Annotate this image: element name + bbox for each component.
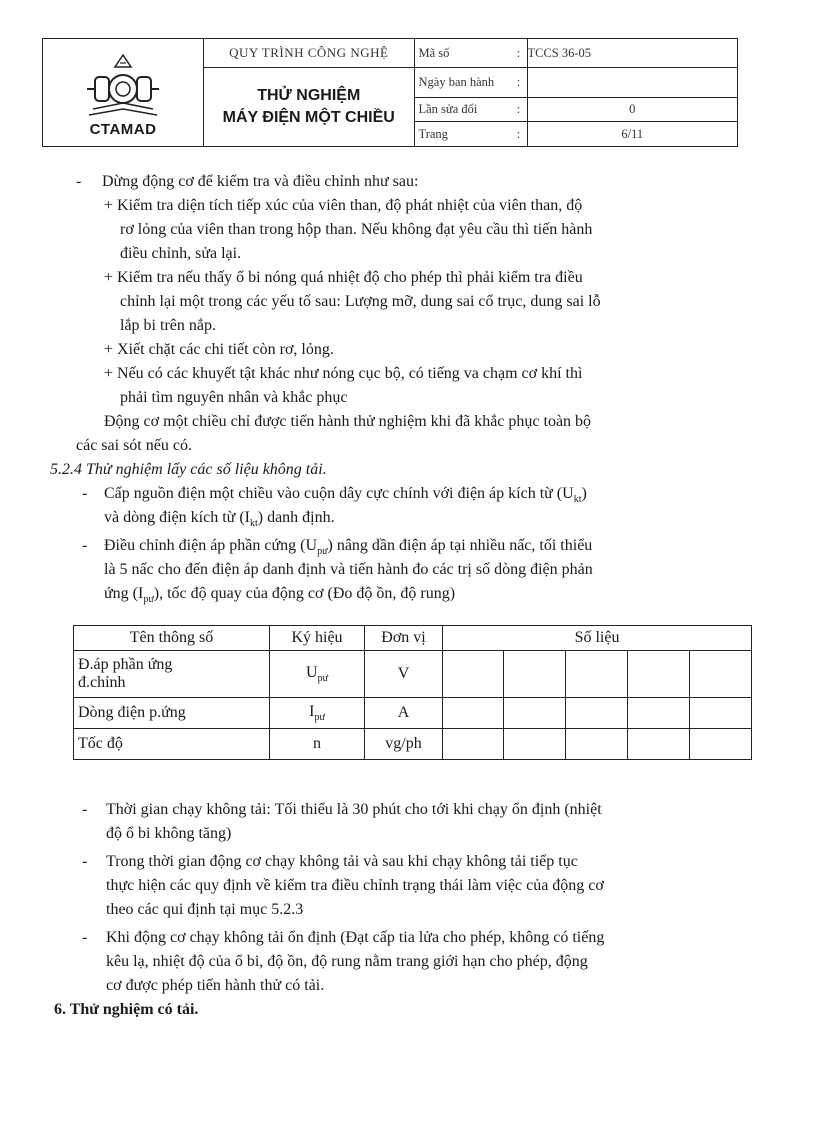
bullet-line <box>104 584 455 610</box>
bullet-line: Thời gian chạy không tải: Tối thiểu là 30 phút cho tới khi chạy ổn định (nhiệt <box>106 801 602 818</box>
meta-sep: : <box>511 39 528 68</box>
bullet-dash: - <box>82 537 88 554</box>
text-run: ) danh định. <box>257 509 335 526</box>
text-run: Điều chỉnh điện áp phần cứng (U <box>104 537 318 554</box>
document-header <box>42 38 738 147</box>
bullet-dash: - <box>76 173 82 190</box>
no-load-data-table <box>73 625 752 760</box>
table-row <box>74 698 752 729</box>
symbol: I <box>309 702 315 720</box>
subscript: pư <box>314 712 325 724</box>
param-name: Tốc độ <box>74 729 270 760</box>
logo-block <box>43 39 204 147</box>
meta-value <box>527 68 738 97</box>
title-line: MÁY ĐIỆN MỘT CHIỀU <box>222 109 395 127</box>
intro-text: Dừng động cơ để kiểm tra và điều chỉnh như sau: <box>102 173 419 190</box>
check-item-line: + Kiểm tra nếu thấy ổ bi nóng quá nhiệt độ cho phép thì phải kiểm tra điều <box>104 269 583 286</box>
data-cell[interactable] <box>443 651 504 698</box>
bullet-line: Khi động cơ chạy không tải ổn định (Đạt cấp tia lửa cho phép, không có tiếng <box>106 929 605 946</box>
bullet-line: độ ổ bi không tăng) <box>106 825 232 842</box>
param-symbol <box>270 651 365 698</box>
bullet-line: là 5 nấc cho đến điện áp danh định và tiến hành đo các trị số dòng điện phản <box>104 561 593 578</box>
bullet-dash: - <box>82 801 88 818</box>
column-header: Tên thông số <box>74 626 270 651</box>
param-name: Dòng điện p.ứng <box>74 698 270 729</box>
meta-label: Mã số <box>414 39 511 68</box>
text-run: và dòng điện kích từ (I <box>104 509 250 526</box>
bullet-dash: - <box>82 853 88 870</box>
subscript: pư <box>317 673 328 685</box>
bullet-line <box>104 508 335 534</box>
section-heading: 6. Thử nghiệm có tải. <box>54 1001 199 1018</box>
section-heading: 5.2.4 Thử nghiệm lấy các số liệu không tải. <box>50 461 327 478</box>
param-unit: V <box>365 651 443 698</box>
subscript: kt <box>573 494 582 506</box>
bullet-line: thực hiện các quy định về kiểm tra điều chỉnh trạng thái làm việc của động cơ <box>106 877 604 894</box>
data-cell[interactable] <box>504 698 566 729</box>
subscript: pư <box>317 546 328 558</box>
column-header: Ký hiệu <box>270 626 365 651</box>
data-cell[interactable] <box>443 729 504 760</box>
meta-value: 6/11 <box>527 122 738 147</box>
meta-sep: : <box>511 68 528 97</box>
paragraph-line: các sai sót nếu có. <box>76 437 192 454</box>
company-name: CTAMAD <box>89 121 157 138</box>
paragraph-line: Động cơ một chiều chỉ được tiến hành thử nghiệm khi đã khắc phục toàn bộ <box>104 413 592 430</box>
check-item-line: + Nếu có các khuyết tật khác như nóng cục bộ, có tiếng va chạm cơ khí thì <box>104 365 583 382</box>
param-symbol: n <box>270 729 365 760</box>
procedure-label: QUY TRÌNH CÔNG NGHỆ <box>204 39 415 68</box>
check-item-line: phải tìm nguyên nhân và khắc phục <box>120 389 348 406</box>
text-run: ) <box>581 485 587 502</box>
text-run: Cấp nguồn điện một chiều vào cuộn dây cực chính với điện áp kích từ (U <box>104 485 574 502</box>
title-line: THỬ NGHIỆM <box>257 87 361 105</box>
param-unit: A <box>365 698 443 729</box>
table-row <box>74 729 752 760</box>
check-item-line: lắp bi trên nắp. <box>120 317 216 334</box>
data-cell[interactable] <box>690 729 752 760</box>
data-cell[interactable] <box>628 729 690 760</box>
meta-sep: : <box>511 122 528 147</box>
column-header: Đơn vị <box>365 626 443 651</box>
ctamad-logo-icon <box>73 51 173 119</box>
data-cell[interactable] <box>690 698 752 729</box>
text-run: ứng (I <box>104 585 144 602</box>
subscript: kt <box>249 518 258 530</box>
bullet-line <box>104 536 592 562</box>
meta-sep: : <box>511 97 528 122</box>
check-item-line: + Kiểm tra diện tích tiếp xúc của viên than, độ phát nhiệt của viên than, độ <box>104 197 583 214</box>
bullet-dash: - <box>82 929 88 946</box>
bullet-line: Trong thời gian động cơ chạy không tải và sau khi chạy không tải tiếp tục <box>106 853 578 870</box>
data-cell[interactable] <box>566 698 628 729</box>
check-item-line: chỉnh lại một trong các yếu tố sau: Lượng mỡ, dung sai cổ trục, dung sai lỗ <box>120 293 601 310</box>
check-item-line: điều chỉnh, sửa lại. <box>120 245 242 262</box>
data-cell[interactable] <box>628 651 690 698</box>
check-item-line: + Xiết chặt các chi tiết còn rơ, lỏng. <box>104 341 334 358</box>
data-cell[interactable] <box>628 698 690 729</box>
param-name <box>74 651 270 698</box>
param-name-line: đ.chỉnh <box>78 674 126 691</box>
data-cell[interactable] <box>690 651 752 698</box>
data-cell[interactable] <box>443 698 504 729</box>
param-symbol <box>270 698 365 729</box>
meta-label: Lần sửa đổi <box>414 97 511 122</box>
data-cell[interactable] <box>566 651 628 698</box>
meta-label: Trang <box>414 122 511 147</box>
data-cell[interactable] <box>504 729 566 760</box>
table-row <box>74 651 752 698</box>
symbol: U <box>306 663 318 681</box>
bullet-line: kêu lạ, nhiệt độ của ổ bi, độ ồn, độ rung nằm trang giới hạn cho phép, động <box>106 953 588 970</box>
text-run: ) nâng dần điện áp tại nhiều nấc, tối thiểu <box>327 537 593 554</box>
text-run: ), tốc độ quay của động cơ (Đo độ ồn, độ rung) <box>153 585 456 602</box>
document-title <box>204 68 415 147</box>
data-cell[interactable] <box>566 729 628 760</box>
subscript: pư <box>143 594 154 606</box>
data-cell[interactable] <box>504 651 566 698</box>
bullet-line <box>104 484 587 510</box>
param-name-line: Đ.áp phần ứng <box>78 656 173 673</box>
bullet-line: theo các qui định tại mục 5.2.3 <box>106 901 304 918</box>
param-unit: vg/ph <box>365 729 443 760</box>
meta-value: TCCS 36-05 <box>527 39 738 68</box>
check-item-line: rơ lỏng của viên than trong hộp than. Nếu không đạt yêu cầu thì tiến hành <box>120 221 593 238</box>
bullet-dash: - <box>82 485 88 502</box>
bullet-line: cơ được phép tiến hành thử có tải. <box>106 977 325 994</box>
column-header: Số liệu <box>443 626 752 651</box>
table-header-row <box>74 626 752 651</box>
meta-value: 0 <box>527 97 738 122</box>
meta-label: Ngày ban hành <box>414 68 511 97</box>
